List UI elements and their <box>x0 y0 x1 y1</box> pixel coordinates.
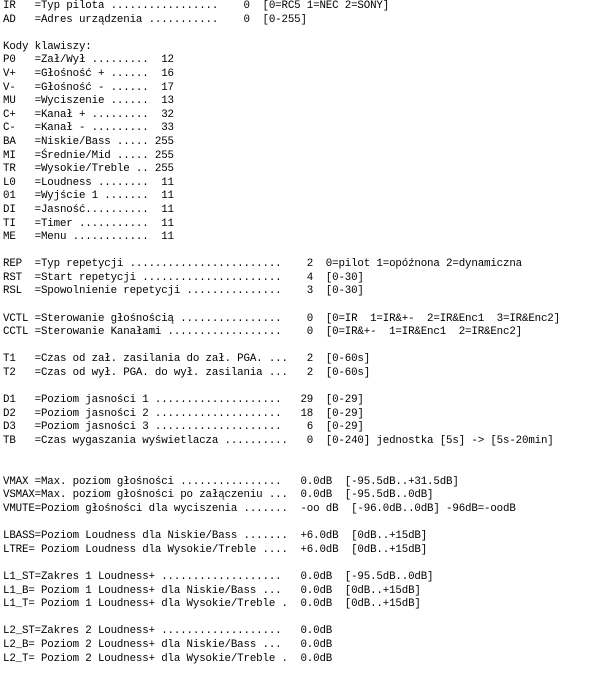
text-line: TR =Wysokie/Treble .. 255 <box>3 163 174 176</box>
text-line: L1_B= Poziom 1 Loudness+ dla Niskie/Bass ... 0.0dB [0dB..+15dB] <box>3 584 421 597</box>
text-line: L2_B= Poziom 2 Loudness+ dla Niskie/Bass ... 0.0dB <box>3 638 333 651</box>
text-line: VSMAX=Max. poziom głośności po załączeniu ... 0.0dB [-95.5dB..0dB] <box>3 489 434 502</box>
text-line: 01 =Wyjście 1 ....... 11 <box>3 190 174 203</box>
text-line <box>3 612 560 626</box>
text-line: TB =Czas wygaszania wyświetlacza .......... 0 [0-240] jednostka [5s] -> [5s-20min] <box>3 435 554 447</box>
text-line: T2 =Czas od wył. PGA. do wył. zasilania ... 2 [0-60s] <box>3 367 371 380</box>
text-line <box>3 381 560 395</box>
document-text <box>3 0 560 666</box>
text-line: REP =Typ repetycji ........................ 2 0=pilot 1=opóźnona 2=dynamiczna <box>3 258 522 271</box>
text-line: D1 =Poziom jasności 1 .................... 29 [0-29] <box>3 394 364 407</box>
text-line: BA =Niskie/Bass ..... 255 <box>3 135 174 148</box>
text-line <box>3 517 560 531</box>
text-line: D2 =Poziom jasności 2 .................... 18 [0-29] <box>3 407 364 420</box>
text-line <box>3 27 560 41</box>
text-line: P0 =Zał/Wył ......... 12 <box>3 54 174 67</box>
text-line: L2_T= Poziom 2 Loudness+ dla Wysokie/Treble . 0.0dB <box>3 652 333 665</box>
text-line: L1_T= Poziom 1 Loudness+ dla Wysokie/Treble . 0.0dB [0dB..+15dB] <box>3 598 421 611</box>
text-line <box>3 462 560 476</box>
text-line: V- =Głośność - ...... 17 <box>3 81 174 94</box>
text-line: VMUTE=Poziom głośności dla wyciszenia ....... -oo dB [-96.0dB..0dB] -96dB=-oodB <box>3 502 516 515</box>
text-line <box>3 340 560 354</box>
text-line: L1_ST=Zakres 1 Loudness+ ................... 0.0dB [-95.5dB..0dB] <box>3 570 434 583</box>
text-line: ME =Menu ............ 11 <box>3 231 174 244</box>
text-line <box>3 449 560 463</box>
text-line: VMAX =Max. poziom głośności ................ 0.0dB [-95.5dB..+31.5dB] <box>3 475 459 488</box>
text-line: VCTL =Sterowanie głośnością ................ 0 [0=IR 1=IR&+- 2=IR&Enc1 3=IR&Enc2] <box>3 312 560 325</box>
text-line: T1 =Czas od zał. zasilania do zał. PGA. ... 2 [0-60s] <box>3 353 371 366</box>
text-line: Kody klawiszy: <box>3 40 92 53</box>
text-line: V+ =Głośność + ...... 16 <box>3 67 174 80</box>
text-line <box>3 245 560 259</box>
text-line <box>3 299 560 313</box>
text-line: LBASS=Poziom Loudness dla Niskie/Bass ....... +6.0dB [0dB..+15dB] <box>3 530 428 543</box>
text-line: CCTL =Sterowanie Kanałami .................. 0 [0=IR&+- 1=IR&Enc1 2=IR&Enc2] <box>3 326 522 339</box>
text-line: C- =Kanał - ......... 33 <box>3 122 174 135</box>
text-line: IR =Typ pilota ................. 0 [0=RC5 1=NEC 2=SONY] <box>3 0 390 12</box>
text-line: L0 =Loudness ........ 11 <box>3 176 174 189</box>
text-line: RST =Start repetycji ...................... 4 [0-30] <box>3 271 364 284</box>
text-line: D3 =Poziom jasności 3 .................... 6 [0-29] <box>3 421 364 434</box>
text-line: LTRE= Poziom Loudness dla Wysokie/Treble .... +6.0dB [0dB..+15dB] <box>3 543 428 556</box>
text-line: TI =Timer ........... 11 <box>3 217 174 230</box>
text-line: MI =Średnie/Mid ..... 255 <box>3 149 174 162</box>
text-line: L2_ST=Zakres 2 Loudness+ ................... 0.0dB <box>3 625 333 638</box>
text-line: DI =Jasność.......... 11 <box>3 203 174 216</box>
text-line: C+ =Kanał + ......... 32 <box>3 108 174 121</box>
text-line: RSL =Spowolnienie repetycji ............... 3 [0-30] <box>3 285 364 298</box>
text-line: AD =Adres urządzenia ........... 0 [0-255] <box>3 13 307 26</box>
text-line: MU =Wyciszenie ...... 13 <box>3 95 174 108</box>
text-line <box>3 557 560 571</box>
